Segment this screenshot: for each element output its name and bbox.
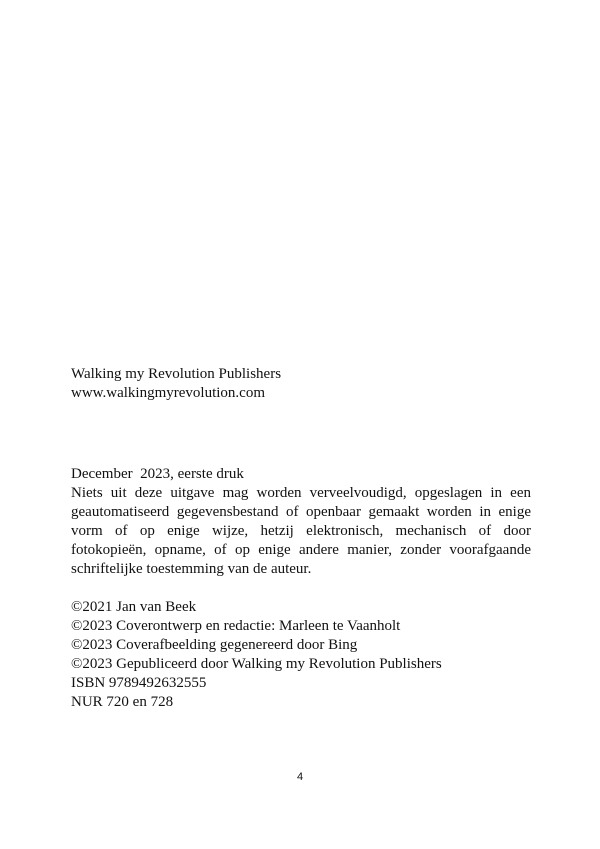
publisher-name: Walking my Revolution Publishers	[71, 366, 282, 382]
credit-line: ©2023 Coverafbeelding gegenereerd door Bing	[71, 637, 358, 653]
credit-line: ©2023 Gepubliceerd door Walking my Revolution Publishers	[71, 656, 442, 672]
rights-notice: Niets uit deze uitgave mag worden verveelvoudigd, opgeslagen in een geautomatiseerd gegevensbestand of openbaar gemaakt worden in enige vorm of op enige wijze, hetzij elektronisch, mechanisch of door fotokopieën, opname, of op enige andere manier, zonder voorafgaande schriftelijke toestemming van de auteur.	[71, 485, 531, 577]
copyright-block	[71, 465, 531, 712]
page-number: 4	[296, 771, 304, 783]
publisher-block	[71, 365, 531, 403]
credits-list	[71, 598, 531, 712]
nur-line: NUR 720 en 728	[71, 694, 174, 710]
credit-line: ©2023 Coverontwerp en redactie: Marleen te Vaanholt	[71, 618, 401, 634]
edition-line: December 2023, eerste druk	[71, 466, 244, 482]
publisher-website: www.walkingmyrevolution.com	[71, 385, 265, 401]
credit-line: ©2021 Jan van Beek	[71, 599, 197, 615]
isbn-line: ISBN 9789492632555	[71, 675, 207, 691]
